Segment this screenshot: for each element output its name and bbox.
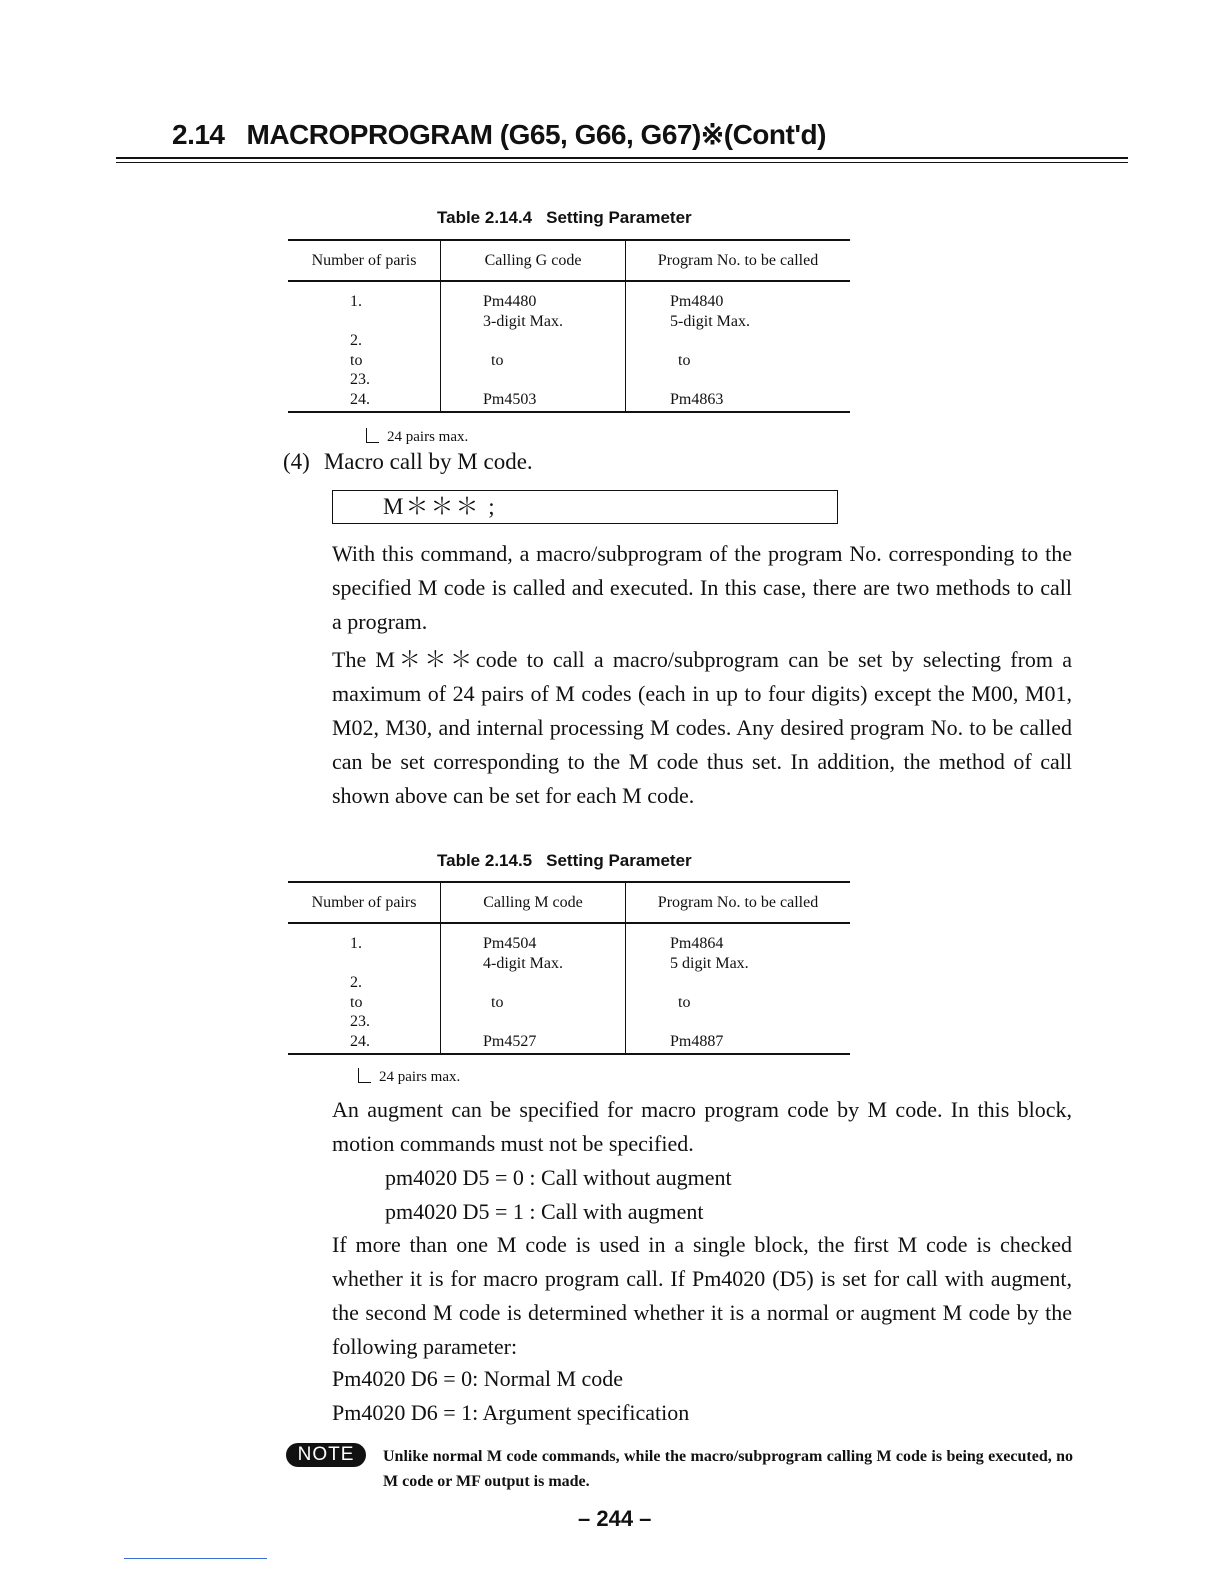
table2-calling-to: to	[491, 993, 504, 1011]
table2-program-last: Pm4887	[670, 1032, 724, 1050]
table1-program-blank2	[670, 370, 849, 390]
table2-program-max: 5 digit Max.	[670, 954, 749, 972]
subsection-number: (4)	[283, 449, 310, 474]
table2-calling-max: 4-digit Max.	[483, 954, 563, 972]
table1-program-max: 5-digit Max.	[670, 312, 750, 330]
heading-rule-thin	[116, 162, 1128, 163]
command-text: M＊＊＊ ;	[383, 494, 497, 519]
table2-calling-blank	[483, 973, 624, 993]
table1-calling-to: to	[491, 351, 504, 369]
page-number: – 244 –	[578, 1506, 652, 1531]
table1-program-blank	[670, 331, 849, 351]
table2-program-to: to	[678, 993, 691, 1011]
table1-header-program-no: Program No. to be called	[626, 240, 851, 281]
subsection-heading	[283, 449, 533, 475]
table1-header-pairs: Number of paris	[288, 240, 441, 281]
table2-footnote-text: 24 pairs max.	[379, 1069, 461, 1085]
section-title: MACROPROGRAM (G65, G66, G67)※(Cont'd)	[246, 119, 826, 150]
table2-caption	[437, 851, 692, 871]
table1-pair-24: 24.	[350, 390, 370, 408]
table1-pair-to: to	[350, 351, 363, 369]
table2-header-calling-code: Calling M code	[441, 882, 626, 923]
paragraph-3: An augment can be specified for macro program code by M code. In this block, motion commands must not be specified.	[332, 1097, 1072, 1156]
table1-pairs-cell	[288, 281, 441, 412]
table1-footnote	[366, 428, 468, 446]
table1-title: Setting Parameter	[546, 208, 692, 227]
table2-title: Setting Parameter	[546, 851, 692, 870]
table1-program-cell	[626, 281, 851, 412]
setting-d5-1: pm4020 D5 = 1 : Call with augment	[385, 1199, 704, 1224]
setting-d6-0: Pm4020 D6 = 0: Normal M code	[332, 1366, 624, 1391]
bracket-corner-icon	[358, 1068, 371, 1083]
table1-calling-first: Pm4480	[483, 293, 537, 310]
table2-header-pairs: Number of pairs	[288, 882, 441, 923]
paragraph-2: The M＊＊＊code to call a macro/subprogram can be set by selecting from a maximum of 24 pairs of M codes (each in up to four digits) except the M00, M01, M02, M30, and internal processing M codes. Any desired program No. to be called can be set corresponding to the M code thus set. In addition, the method of call shown above can be set for each M code.	[332, 647, 1072, 808]
table2-calling-last: Pm4527	[483, 1032, 537, 1050]
note-badge: NOTE	[286, 1443, 366, 1467]
table1-calling-blank2	[483, 370, 624, 390]
table1-pair-2: 2.	[350, 332, 362, 349]
table1-pair-23: 23.	[350, 371, 370, 388]
setting-d5-0: pm4020 D5 = 0 : Call without augment	[385, 1165, 732, 1190]
table1-calling-last: Pm4503	[483, 390, 537, 408]
table1-program-last: Pm4863	[670, 390, 724, 408]
table2	[288, 881, 850, 1055]
table1-calling-cell	[441, 281, 626, 412]
table2-pair-to: to	[350, 993, 363, 1011]
table1-caption	[437, 208, 692, 228]
table2-header-program-no: Program No. to be called	[626, 882, 851, 923]
command-box	[332, 490, 838, 524]
table2-pair-blank	[350, 954, 439, 974]
table2-pairs-cell	[288, 923, 441, 1054]
paragraph-1: With this command, a macro/subprogram of the program No. corresponding to the specified M code is called and executed. In this case, there are two methods to call a program.	[332, 541, 1072, 634]
table1-header-calling-code: Calling G code	[441, 240, 626, 281]
bracket-corner-icon	[366, 428, 379, 443]
paragraph-4: If more than one M code is used in a single block, the first M code is checked whether it is for macro program call. If Pm4020 (D5) is set for call with augment, the second M code is determined whether it is a normal or augment M code by the following parameter:	[332, 1232, 1072, 1359]
table2-program-cell	[626, 923, 851, 1054]
table2-footnote	[358, 1068, 460, 1086]
table1-pair-blank	[350, 312, 439, 332]
table2-pair-2: 2.	[350, 974, 362, 991]
section-heading	[172, 118, 826, 151]
table1	[288, 239, 850, 413]
table2-pair-1: 1.	[350, 935, 362, 952]
table1-calling-max: 3-digit Max.	[483, 312, 563, 330]
table2-calling-blank2	[483, 1012, 624, 1032]
table2-calling-cell	[441, 923, 626, 1054]
setting-d6-1: Pm4020 D6 = 1: Argument specification	[332, 1400, 690, 1425]
table2-pair-24: 24.	[350, 1032, 370, 1050]
table2-program-first: Pm4864	[670, 935, 724, 952]
note-text: Unlike normal M code commands, while the macro/subprogram calling M code is being executed, no M code or MF output is made.	[383, 1448, 1073, 1490]
table1-calling-blank	[483, 331, 624, 351]
section-number: 2.14	[172, 119, 225, 150]
table1-number: Table 2.14.4	[437, 208, 533, 227]
table2-pair-23: 23.	[350, 1013, 370, 1030]
heading-rule	[116, 157, 1128, 159]
table2-program-blank	[670, 973, 849, 993]
subsection-title: Macro call by M code.	[323, 449, 533, 474]
table2-number: Table 2.14.5	[437, 851, 533, 870]
table2-program-blank2	[670, 1012, 849, 1032]
table2-calling-first: Pm4504	[483, 935, 537, 952]
footer-link-underline	[124, 1558, 267, 1559]
table1-program-first: Pm4840	[670, 293, 724, 310]
table1-program-to: to	[678, 351, 691, 369]
table1-pair-1: 1.	[350, 293, 362, 310]
table1-footnote-text: 24 pairs max.	[387, 429, 469, 445]
